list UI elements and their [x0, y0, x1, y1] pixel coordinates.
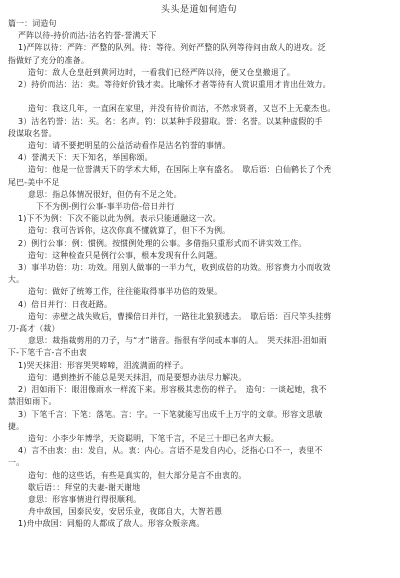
text-line: 造句：我可告诉你，这次你真不懂就算了，但下不为例。 — [28, 226, 231, 236]
text-line: 4）倍日并行：日夜赶路。 — [18, 299, 113, 309]
text-line: 下不为例-例行公事-事半功倍-倍日并行 — [36, 202, 175, 212]
text-line: 3）沽名钓誉：沽：买。名：名声。钓：以某种手段猎取。誉：名誉。以某种虚假的手 — [18, 116, 323, 126]
text-line: 3）事半功倍：功：功效。用别人做事的一半力气，收到成倍的功效。形容费力小而收效 — [18, 263, 331, 273]
text-line: 4）誉满天下：天下知名，举国称颂。 — [18, 153, 153, 163]
text-line: 造句：我这几年，一直闲在家里，并没有待价而沽，不然求贤者，又岂不上无豪杰也。 — [28, 104, 336, 114]
text-line: 4）言不由衷：由：发自，从。衷：内心。言语不是发自内心，泛指心口不一，表里不 — [18, 446, 323, 456]
text-line: 严阵以待-持价而沽-沽名钓誉-誉满天下 — [18, 31, 157, 41]
text-line: 一。 — [8, 458, 25, 468]
text-line: 造句：他是一位誉满天下的学术大师，在国际上享有盛名。 歇后语：白仙鹤长了个秃 — [28, 165, 332, 175]
text-line: 舟中敌国，国泰民安，安居乐业，夜郎自大，大智若愚 — [28, 507, 223, 517]
text-line: 刀-高才（裁） — [8, 324, 60, 334]
text-line: 捷。 — [8, 421, 25, 431]
text-line: 2）例行公事：例：惯例。按惯例处理的公事。多借指只重形式而不讲实效工作。 — [18, 238, 307, 248]
text-line: 篇一：词造句 — [8, 19, 57, 28]
text-line: 指做好了充分的准备。 — [8, 55, 89, 65]
text-line: 1)哭天抹泪：形容哭哭啼啼，泪流满面的样子。 — [18, 360, 189, 370]
text-line: 歇后语：：拜堂的夫妻-谢天谢地 — [28, 482, 141, 492]
text-line: 造句：敌人仓皇赶到黄河边时，一看我们已经严阵以待，便又仓皇撤退了。 — [28, 67, 295, 77]
text-line: 2）持价而沽：沽：卖。等待好价钱才卖。比喻怀才者等待有人赏识重用才肯出仕效力。 — [18, 80, 331, 90]
document-body — [8, 18, 390, 531]
text-line: 1)严阵以待：严阵：严整的队列。待：等待。列好严整的队列等待问由敌人的进攻。泛 — [18, 43, 326, 53]
text-line: 意思：指总体情况很好，但仍有不足之处。 — [28, 189, 182, 199]
text-line: 造句：做好了统筹工作，往往能取得事半功倍的效果。 — [28, 287, 223, 297]
text-line: 造句：他的这些话，有些是真实的，但大部分是言不由衷的。 — [28, 470, 247, 480]
text-line: 1)舟中敌国：同船的人都成了敌人。形容众叛亲离。 — [18, 519, 205, 529]
text-line: 3）下笔千言：下笔：落笔。言：字。一下笔就能写出成千上万字的文章。形容文思敏 — [18, 409, 323, 419]
text-line: 尾巴-美中不足 — [8, 177, 60, 187]
text-line: 大。 — [8, 275, 25, 285]
text-line: 2）泪如雨下：眼泪像雨水一样流下来。形容极其悲伤的样子。 造句：一谈起她，我不 — [18, 385, 327, 395]
text-line — [8, 91, 390, 103]
text-line: 段谋取名誉。 — [8, 128, 57, 138]
text-line: 造句：遇到挫折不能总是哭天抹泪，而是要想办法尽力解决。 — [28, 372, 247, 382]
text-line: 造句：赤壁之战失败后，曹操倍日并行，一路往北狼狈逃去。 歇后语：百尺竿头挂剪 — [28, 311, 332, 321]
text-line: 下-下笔千言-言不由衷 — [8, 348, 87, 358]
text-line: 1)下不为例：下次不能以此为例。表示只能通融这一次。 — [18, 214, 221, 224]
text-line: 造句：小李少年博学，天资聪明，下笔千言，不足三十即已名声大振。 — [28, 433, 279, 443]
text-line: 意思：形容事情进行得很顺利。 — [28, 494, 142, 504]
document-title: 头头是道如何造句 — [160, 5, 237, 15]
text-line: 意思：裁指裁剪用的刀子，与“才”谐音。指很有学问或本事的人。 哭天抹泪-泪如雨 — [28, 336, 327, 346]
text-line: 禁泪如雨下。 — [8, 397, 57, 407]
text-line: 造句：这种检查只是例行公事，根本发现有什么问题。 — [28, 250, 223, 260]
text-line: 造句：请不要把明星的公益活动看作是沽名钓誉的事情。 — [28, 141, 231, 151]
